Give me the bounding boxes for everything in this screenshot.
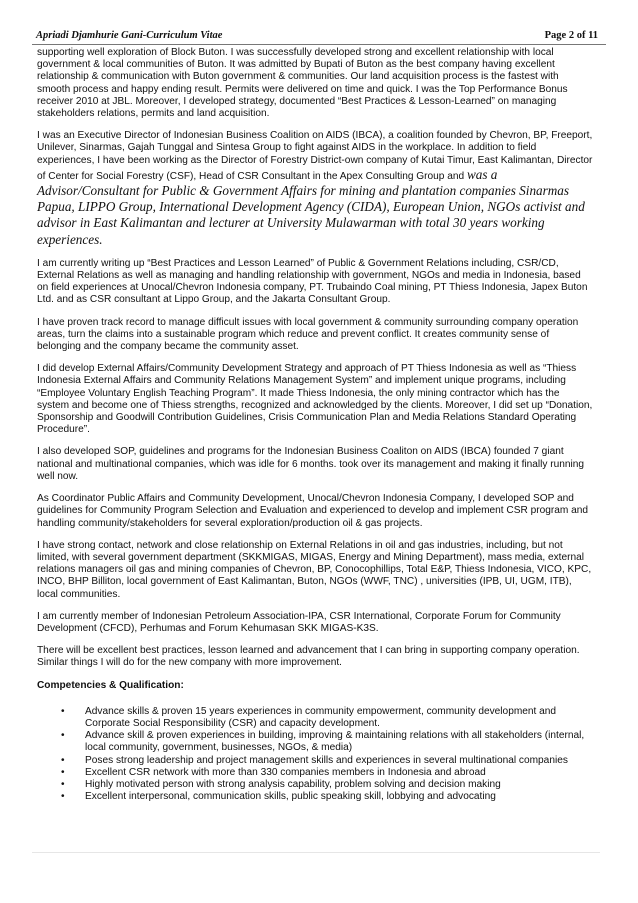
list-item-text: Highly motivated person with strong analysis capability, problem solving and decision making [85, 778, 501, 790]
paragraph-best-practices: I am currently writing up “Best Practices and Lesson Learned” of Public & Government Relations including, CSR/CD, External Relations as well as managing and handling relationship with government, NGOs and media in Indonesia, based on field experiences at Unocal/Chevron Indonesia company, PT. Trubaindo Coal mining, PT Thiess Indonesia, Japex Buton Ltd. and as CSR consultant at Lippo Group, and the Jakarta Consultant Group. [37, 257, 588, 306]
bullet-icon: • [61, 791, 65, 803]
list-item [37, 767, 593, 779]
paragraph-thiess-strategy: I did develop External Affairs/Community Development Strategy and approach of PT Thiess Indonesia as well as “Thiess Indonesia External Affairs and Community Relations Management System” and implement unique programs, including “Employee Voluntary English Teaching Program”. It made Thiess Indonesia, the only mining contractor which has the system and become one of Thiess strengths, recognized and acknowledged by the clients. Moreover, I did set up “Donation, Sponsorship and Goodwill Contribution Guidelines, Crisis Communication Plan and Media Relations Standard Operating Procedure”. [37, 363, 593, 436]
paragraph-memberships: I am currently member of Indonesian Petroleum Association-IPA, CSR International, Corporate Forum for Community Development (CFCD), Perhumas and Forum Kehumasan SKK MIGAS-K3S. [37, 610, 561, 634]
competencies-list [37, 706, 593, 804]
paragraph-advisor-italic: was a Advisor/Consultant for Public & Government Affairs for mining and plantation companies Sinarmas Papua, LIPPO Group, International Development Agency (CIDA), European Union, NGOs activist and advisor in East Kalimantan and lecturer at University Mulawarman with total 30 years working experiences. [37, 166, 585, 247]
paragraph-closing: There will be excellent best practices, lesson learned and advancement that I can bring in supporting company operation. Similar things I will do for the new company with more improvement. [37, 645, 580, 669]
bullet-icon: • [61, 778, 65, 790]
competencies-heading: Competencies & Qualification: [37, 679, 184, 691]
list-item [37, 730, 593, 754]
page-number: Page 2 of 11 [544, 30, 598, 41]
list-item [37, 755, 593, 767]
list-item-text: Poses strong leadership and project management skills and experiences in several multinational companies [85, 754, 568, 766]
paragraph-track-record: I have proven track record to manage difficult issues with local government & community surrounding company operation areas, turn the claims into a sustainable program which reduce and prevent conflict. It creates community sense of belonging and the company became the community asset. [37, 316, 579, 353]
list-item-text: Advance skill & proven experiences in building, improving & maintaining relations with all stakeholders (internal, local community, government, businesses, NGOs, & media) [85, 730, 585, 754]
list-item-text: Excellent CSR network with more than 330 companies members in Indonesia and abroad [85, 766, 486, 778]
list-item [37, 791, 593, 803]
document-title: Apriadi Djamhurie Gani-Curriculum Vitae [36, 30, 223, 41]
list-item-text: Advance skills & proven 15 years experiences in community empowerment, community development and Corporate Social Responsibility (CSR) and capacity development. [85, 705, 557, 729]
paragraph-ibca-sop: I also developed SOP, guidelines and programs for the Indonesian Business Coaliton on AIDS (IBCA) founded 7 giant national and multinational companies, which was idle for 6 months. took over its management and making it finally running well now. [37, 446, 585, 482]
paragraph-ibca-text: I was an Executive Director of Indonesian Business Coalition on AIDS (IBCA), a coalition founded by Chevron, BP, Freeport, Unilever, Sinarmas, Gajah Tunggal and Sintesa Group to fight against AIDS in the workplace. In addition to field experiences, I have been working as the Director of Forestry District-own company of Kutai Timur, East Kalimantan, Director of Center for Social Forestry (CSF), Head of CSR Consultant in the Apex Consulting Group and [37, 130, 593, 182]
bullet-icon: • [61, 754, 65, 766]
paragraph-block-buton: supporting well exploration of Block Buton. I was successfully developed strong and excellent relationship with local government & local communities of Buton. It was admitted by Bupati of Buton as the best company having excellent relationship & communication with Buton government & communities. Our land acquisition process is the fastest with smooth process and happy ending result. Permits were delivered on time and quick. I was the Top Performance Bonus receiver 2010 at JBL. Moreover, I developed strategy, documented “Best Practices & Lesson-Learned” on managing stakeholders relations, permits and land acquisition. [37, 47, 568, 120]
list-item [37, 779, 593, 791]
bullet-icon: • [61, 705, 65, 717]
paragraph-network: I have strong contact, network and close relationship on External Relations in oil and gas industries, including, but not limited, with several government department (SKKMIGAS, MIGAS, Energy and Mining Department), mass media, external relations managers oil gas and mining companies of Chevron, BP, Conocophillips, Total E&P, Thiess Indonesia, VICO, KPC, INCO, BHP Billiton, local government of East Kalimantan, Buton, NGOs (WWF, TNC) , universities (IPB, UI, UGM, ITB), local communities. [37, 539, 592, 600]
bullet-icon: • [61, 730, 65, 742]
paragraph-unocal-coordinator: As Coordinator Public Affairs and Community Development, Unocal/Chevron Indonesia Company, I developed SOP and guidelines for Community Program Selection and Evaluation and experienced to develop and implement CSR program and handling community/stakeholders for several exploration/production oil & gas projects. [37, 493, 588, 529]
footer-divider [32, 852, 600, 853]
paragraph-ibca-director [37, 130, 593, 248]
page-body [37, 47, 593, 803]
list-item-text: Excellent interpersonal, communication skills, public speaking skill, lobbying and advocating [85, 791, 496, 803]
list-item [37, 706, 593, 730]
bullet-icon: • [61, 766, 65, 778]
page-header [32, 30, 606, 45]
